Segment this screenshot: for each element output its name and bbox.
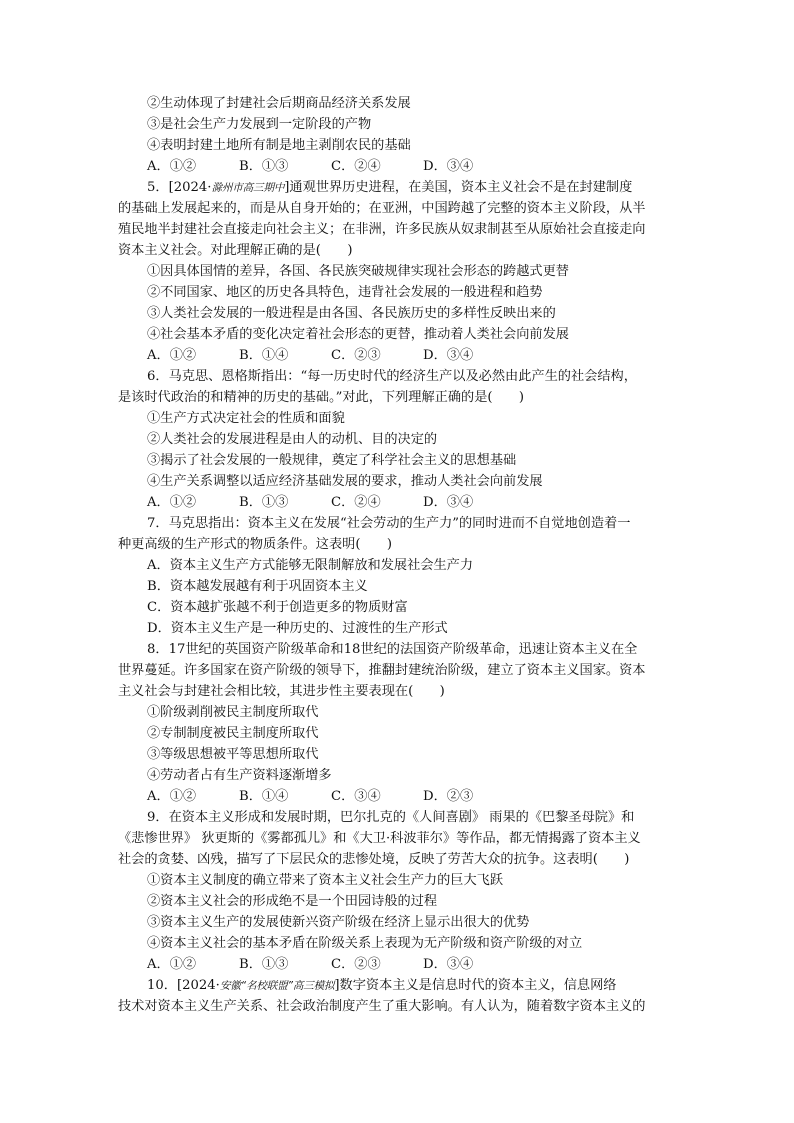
choice-a: A．①② (147, 957, 197, 972)
choice-a: A．①② (147, 789, 197, 804)
option-line: ④劳动者占有生产资料逐渐增多 (147, 768, 332, 783)
stem-text: ]数字资本主义是信息时代的资本主义，信息网络 (334, 978, 617, 993)
choice-c: C．②③ (331, 348, 381, 363)
choice-b: B．①④ (239, 789, 289, 804)
answer-choices (118, 156, 678, 177)
choice-b: B．①④ (239, 348, 289, 363)
stem-line: 的基础上发展起来的，而是从自身开始的；在亚洲，中国跨越了完整的资本主义阶段，从半 (118, 201, 646, 216)
answer-choices (118, 786, 678, 807)
option-line: ④生产关系调整以适应经济基础发展的要求，推动人类社会向前发展 (147, 474, 543, 489)
choice-d: D．③④ (423, 348, 474, 363)
choice-a: A．①② (147, 348, 197, 363)
choice-c: C．②③ (331, 957, 381, 972)
option-line: ③人类社会发展的一般进程是由各国、各民族历史的多样性反映出来的 (147, 306, 556, 321)
option-line: ①生产方式决定社会的性质和面貌 (147, 411, 345, 426)
option-line: ②人类社会的发展进程是由人的动机、目的决定的 (147, 432, 438, 447)
choice-c: C．③④ (331, 789, 381, 804)
option-line: ③等级思想被平等思想所取代 (147, 747, 319, 762)
answer-choices (118, 954, 678, 975)
stem-line: 是该时代政治的和精神的历史的基础。”对此，下列理解正确的是( ) (118, 390, 525, 405)
answer-choices (118, 345, 678, 366)
stem-text: ]通观世界历史进程，在美国，资本主义社会不是在封建制度 (284, 180, 633, 195)
question-source: 安徽“名校联盟”高三模拟 (219, 980, 335, 992)
question-source: 滁州市高三期中 (211, 182, 285, 194)
choice-a: A．①② (147, 495, 197, 510)
option-line: ①因具体国情的差异，各国、各民族突破规律实现社会形态的跨越式更替 (147, 264, 569, 279)
choice-b: B．①③ (239, 495, 289, 510)
stem-line: 主义社会与封建社会相比较，其进步性主要表现在( ) (118, 684, 445, 699)
option-line: ②生动体现了封建社会后期商品经济关系发展 (147, 96, 411, 111)
choice-d: D．②③ (423, 789, 474, 804)
choice-a: A．资本主义生产方式能够无限制解放和发展社会生产力 (147, 558, 474, 573)
stem-line: 资本主义社会。对此理解正确的是( ) (118, 243, 353, 258)
option-line: ②资本主义社会的形成绝不是一个田园诗般的过程 (147, 894, 438, 909)
question-5-stem (118, 177, 678, 198)
choice-a: A．①② (147, 159, 197, 174)
choice-d: D．资本主义生产是一种历史的、过渡性的生产形式 (147, 621, 448, 636)
option-line: ②不同国家、地区的历史各具特色，违背社会发展的一般进程和趋势 (147, 285, 543, 300)
option-line: ③揭示了社会发展的一般规律，奠定了科学社会主义的思想基础 (147, 453, 517, 468)
option-line: ④资本主义社会的基本矛盾在阶级关系上表现为无产阶级和资产阶级的对立 (147, 936, 583, 951)
choice-b: B．资本越发展越有利于巩固资本主义 (147, 579, 368, 594)
choice-c: C．资本越扩张越不利于创造更多的物质财富 (147, 600, 408, 615)
option-line: ①阶级剥削被民主制度所取代 (147, 705, 319, 720)
question-number: 10．[2024· (147, 978, 220, 993)
stem-line: 殖民地半封建社会直接走向社会主义；在非洲，许多民族从奴隶制甚至从原始社会直接走向 (118, 222, 646, 237)
choice-d: D．③④ (423, 495, 474, 510)
option-line: ③是社会生产力发展到一定阶段的产物 (147, 117, 372, 132)
stem-line: 世界蔓延。许多国家在资产阶级的领导下，推翻封建统治阶级，建立了资本主义国家。资本 (118, 663, 646, 678)
question-8-stem: 8．17世纪的英国资产阶级革命和18世纪的法国资产阶级革命，迅速让资本主义在全 (147, 642, 638, 657)
answer-choices (118, 492, 678, 513)
option-line: ④社会基本矛盾的变化决定着社会形态的更替，推动着人类社会向前发展 (147, 327, 569, 342)
choice-d: D．③④ (423, 159, 474, 174)
option-line: ①资本主义制度的确立带来了资本主义社会生产力的巨大飞跃 (147, 873, 504, 888)
stem-line: 技术对资本主义生产关系、社会政治制度产生了重大影响。有人认为，随着数字资本主义的 (118, 999, 646, 1014)
choice-c: C．②④ (331, 159, 381, 174)
question-6-stem: 6．马克思、恩格斯指出：“每一历史时代的经济生产以及必然由此产生的社会结构， (147, 369, 637, 384)
stem-line: 《悲惨世界》 狄更斯的《雾都孤儿》和《大卫·科波菲尔》等作品，都无情揭露了资本主义 (118, 831, 641, 846)
question-9-stem: 9．在资本主义形成和发展时期，巴尔扎克的《人间喜剧》 雨果的《巴黎圣母院》和 (147, 810, 635, 825)
choice-d: D．③④ (423, 957, 474, 972)
question-7-stem: 7．马克思指出：资本主义在发展“社会劳动的生产力”的同时进而不自觉地创造着一 (147, 516, 631, 531)
choice-c: C．②④ (331, 495, 381, 510)
option-line: ④表明封建土地所有制是地主剥削农民的基础 (147, 138, 411, 153)
choice-b: B．①③ (239, 159, 289, 174)
choice-b: B．①③ (239, 957, 289, 972)
option-line: ③资本主义生产的发展使新兴资产阶级在经济上显示出很大的优势 (147, 915, 530, 930)
stem-line: 社会的贪婪、凶残，描写了下层民众的悲惨处境，反映了劳苦大众的抗争。这表明( ) (118, 852, 630, 867)
option-line: ②专制制度被民主制度所取代 (147, 726, 319, 741)
question-10-stem (118, 975, 678, 996)
stem-line: 种更高级的生产形式的物质条件。这表明( ) (118, 537, 393, 552)
question-number: 5．[2024· (147, 180, 212, 195)
question-text-block (118, 93, 678, 1017)
